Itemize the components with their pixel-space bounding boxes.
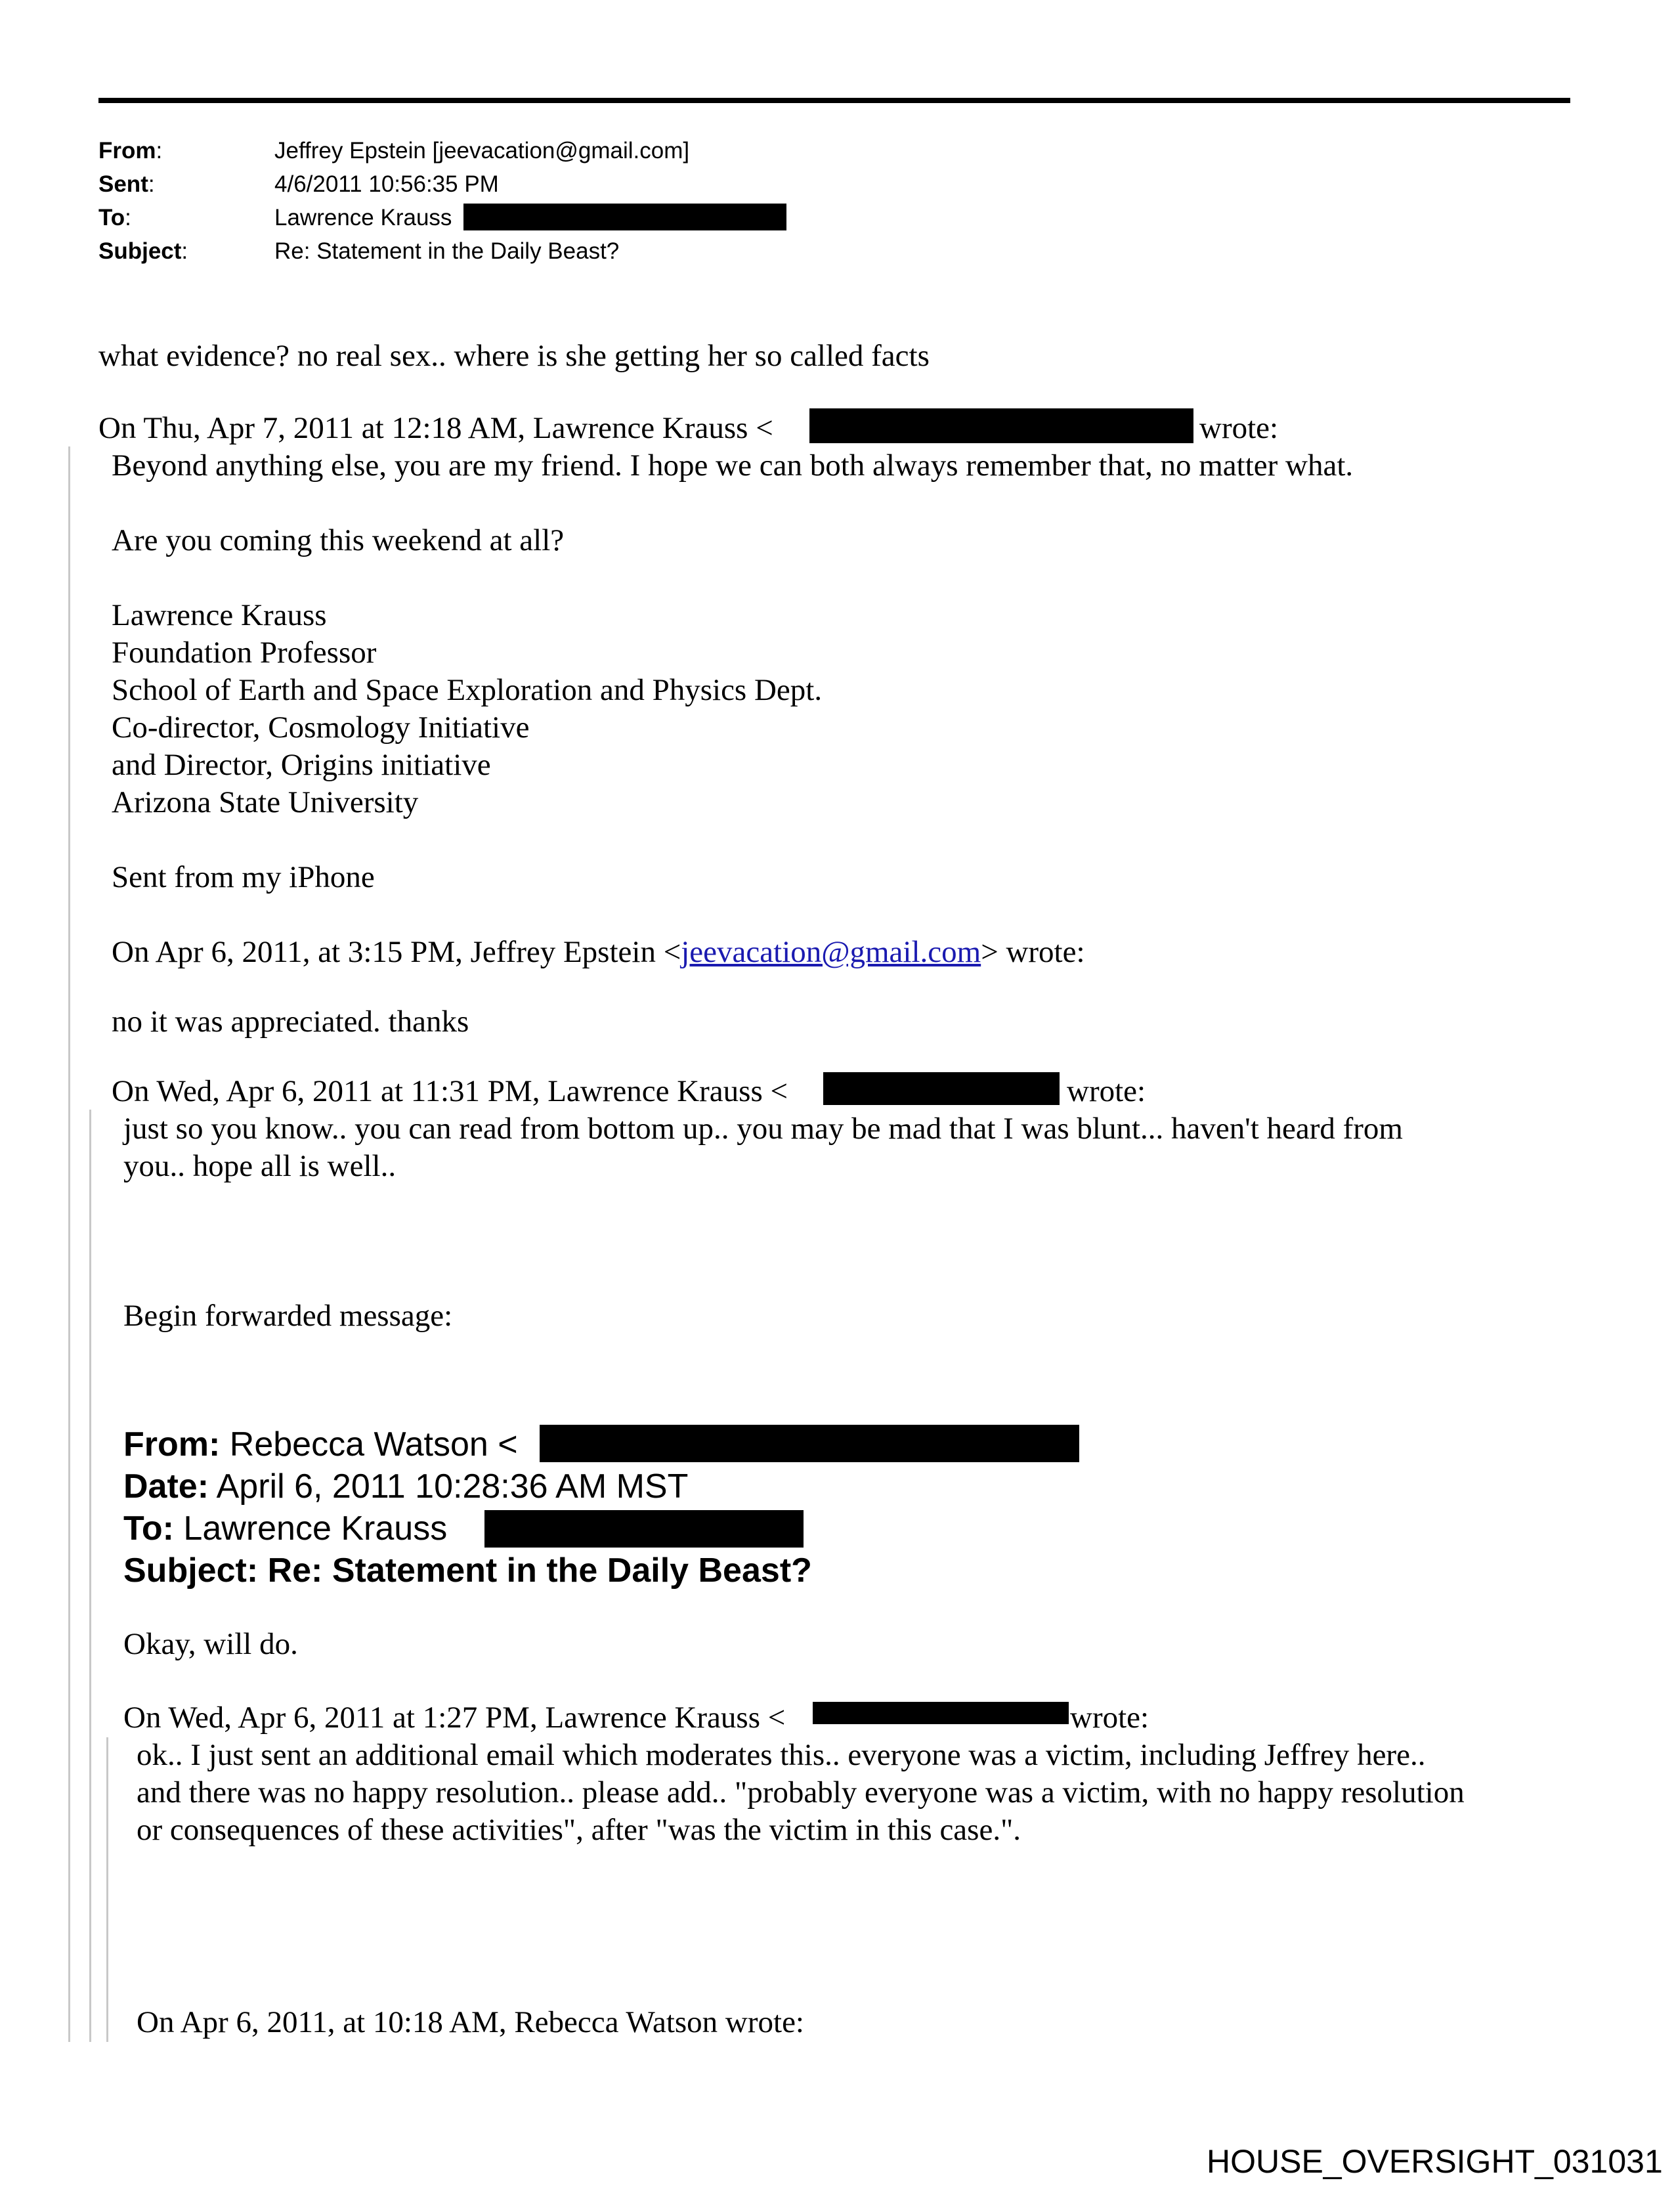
fwd-to-value: Lawrence Krauss (173, 1509, 448, 1548)
header-from-label: From (98, 138, 156, 163)
fwd-date-label: Date: (123, 1467, 209, 1506)
signature-line-4: Co-director, Cosmology Initiative (112, 710, 530, 745)
quote1-intro: On Thu, Apr 7, 2011 at 12:18 AM, Lawrence Krauss < (98, 411, 773, 445)
quote3-intro: On Wed, Apr 6, 2011 at 11:31 PM, Lawrence Krauss < (112, 1074, 788, 1108)
quote2-intro-line (112, 934, 1085, 971)
quote-bar-level1 (68, 446, 70, 2042)
signature-line-1: Lawrence Krauss (112, 598, 327, 632)
quote2-email-link[interactable]: jeevacation@gmail.com (681, 935, 981, 969)
bates-number: HOUSE_OVERSIGHT_031031 (1207, 2143, 1663, 2180)
top-rule (98, 98, 1570, 103)
reply-line: what evidence? no real sex.. where is she getting her so called facts (98, 339, 930, 373)
fwd-to-row (123, 1507, 447, 1550)
header-sent-value: 4/6/2011 10:56:35 PM (274, 171, 499, 197)
quote1-line2: Are you coming this weekend at all? (112, 523, 565, 557)
header-subject-label: Subject (98, 238, 182, 264)
quote3-wrote: wrote: (1067, 1074, 1146, 1108)
quote4-line3: or consequences of these activities", after "was the victim in this case.". (137, 1813, 1021, 1847)
fwd-date-row (123, 1465, 688, 1507)
fwd-from-row (123, 1423, 518, 1465)
signature-line-2: Foundation Professor (112, 636, 377, 670)
redaction-quote1-email (809, 408, 1193, 443)
signature-line-5: and Director, Origins initiative (112, 748, 491, 782)
quote1-wrote: wrote: (1199, 411, 1279, 445)
header-from-value: Jeffrey Epstein [jeevacation@gmail.com] (274, 138, 690, 163)
fwd-subject-value: Re: Statement in the Daily Beast? (258, 1551, 812, 1590)
quote-bar-level3 (106, 1737, 108, 2042)
fwd-subject-label: Subject: (123, 1551, 259, 1590)
quote4-wrote: wrote: (1070, 1701, 1149, 1735)
quote2-line1: no it was appreciated. thanks (112, 1005, 469, 1039)
quote5-intro: On Apr 6, 2011, at 10:18 AM, Rebecca Watson wrote: (137, 2005, 804, 2039)
header-sent-label: Sent (98, 171, 148, 197)
redaction-quote4-email (813, 1702, 1069, 1724)
sent-from-iphone: Sent from my iPhone (112, 860, 375, 894)
fwd-reply-line: Okay, will do. (123, 1627, 298, 1661)
quote4-line2: and there was no happy resolution.. please add.. "probably everyone was a victim, with no happy resolution (137, 1775, 1465, 1810)
quote1-line1: Beyond anything else, you are my friend. I hope we can both always remember that, no matter what. (112, 448, 1354, 483)
quote4-line1: ok.. I just sent an additional email which moderates this.. everyone was a victim, including Jeffrey here.. (137, 1738, 1426, 1772)
header-from-colon: : (156, 138, 163, 163)
header-to-colon: : (125, 205, 131, 230)
header-to-label: To (98, 205, 125, 230)
fwd-date-value: April 6, 2011 10:28:36 AM MST (209, 1467, 689, 1506)
fwd-to-label: To: (123, 1509, 174, 1548)
quote4-intro: On Wed, Apr 6, 2011 at 1:27 PM, Lawrence Krauss < (123, 1701, 786, 1735)
quote3-line1: just so you know.. you can read from bottom up.. you may be mad that I was blunt... haven't heard from (123, 1112, 1403, 1146)
quote3-line2: you.. hope all is well.. (123, 1149, 397, 1183)
forwarded-message-label: Begin forwarded message: (123, 1299, 453, 1333)
fwd-from-value: Rebecca Watson < (220, 1425, 518, 1464)
redaction-quote3-email (823, 1072, 1060, 1105)
header-to-value: Lawrence Krauss (274, 205, 452, 230)
signature-line-3: School of Earth and Space Exploration and Physics Dept. (112, 673, 823, 707)
quote2-wrote: > wrote: (981, 935, 1085, 969)
fwd-from-label: From: (123, 1425, 221, 1464)
header-subject-colon: : (181, 238, 188, 264)
quote2-intro: On Apr 6, 2011, at 3:15 PM, Jeffrey Epstein < (112, 935, 681, 969)
redaction-header-to (463, 204, 786, 230)
redaction-fwd-from (540, 1425, 1079, 1462)
signature-line-6: Arizona State University (112, 785, 419, 819)
header-subject-value: Re: Statement in the Daily Beast? (274, 238, 620, 264)
quote-bar-level2 (89, 1110, 91, 2042)
fwd-subject-row (123, 1550, 812, 1592)
redaction-fwd-to (484, 1510, 804, 1548)
header-sent-colon: : (148, 171, 155, 197)
